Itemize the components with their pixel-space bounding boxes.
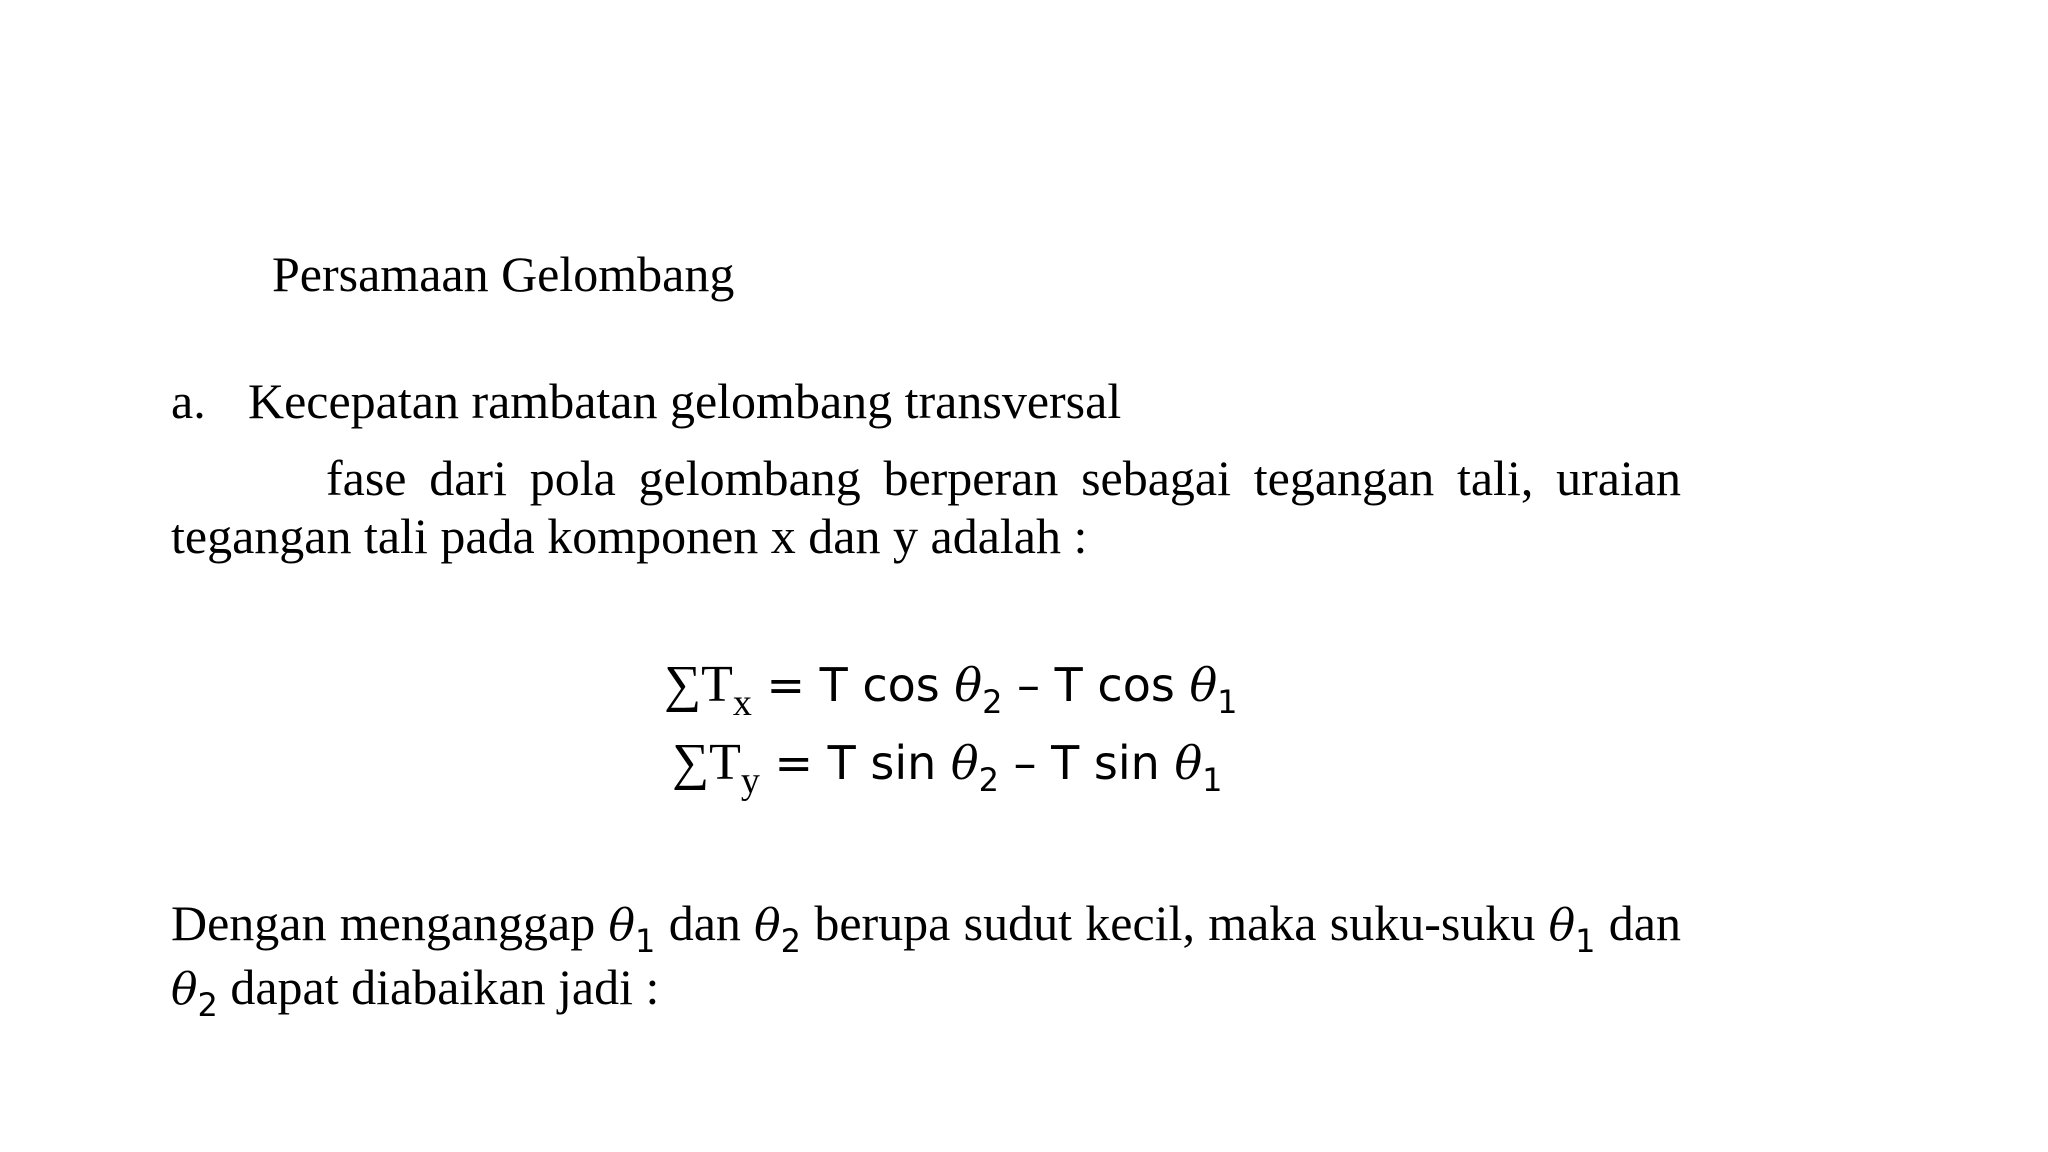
theta-symbol: θ (171, 964, 198, 1015)
theta-symbol: θ (954, 658, 983, 712)
theta-subscript: 2 (780, 922, 802, 960)
theta-subscript: 2 (982, 683, 1003, 721)
theta-symbol: θ (950, 736, 979, 790)
theta-subscript: 1 (1575, 922, 1596, 960)
equation-subscript: y (740, 760, 760, 802)
paragraph-tension-components (171, 449, 1681, 565)
theta-symbol: θ (608, 900, 636, 951)
page-title: Persamaan Gelombang (272, 246, 735, 302)
paragraph-text: dan (655, 895, 755, 951)
theta-subscript: 2 (197, 986, 218, 1024)
equation-symbol: T (701, 656, 733, 713)
equation-rhs-part: = T sin (759, 736, 951, 790)
theta-subscript: 2 (978, 761, 999, 799)
equation-symbol: T (709, 734, 741, 791)
equation-subscript: x (732, 682, 752, 724)
list-marker: a. (171, 373, 206, 429)
section-heading-text: Kecepatan rambatan gelombang transversal (248, 373, 1122, 429)
equation-sum-tx (664, 655, 1238, 724)
theta-subscript: 1 (1202, 761, 1223, 799)
section-heading (171, 371, 1121, 431)
paragraph-text: Dengan menganggap (171, 895, 609, 951)
equation-sum-ty (672, 733, 1223, 802)
theta-subscript: 1 (635, 922, 656, 960)
equation-rhs-part: – T sin (998, 736, 1175, 790)
paragraph-text: berupa sudut kecil, maka suku-suku (801, 895, 1549, 951)
theta-symbol: θ (1548, 900, 1576, 951)
theta-subscript: 1 (1217, 683, 1238, 721)
theta-symbol: θ (1189, 658, 1218, 712)
theta-symbol: θ (1174, 736, 1203, 790)
sigma-symbol: ∑ (672, 734, 710, 791)
sigma-symbol: ∑ (664, 656, 702, 713)
paragraph-small-angle (171, 894, 1681, 1022)
paragraph-text: dapat diabaikan jadi : (217, 959, 660, 1015)
paragraph-text: dan (1595, 895, 1681, 951)
theta-symbol: θ (754, 900, 781, 951)
paragraph-text: fase dari pola gelombang berperan sebagai tegangan tali, uraian tegangan tali pada komponen x dan y adalah : (171, 450, 1681, 564)
equation-rhs-part: – T cos (1002, 658, 1190, 712)
equation-rhs-part: = T cos (751, 658, 955, 712)
